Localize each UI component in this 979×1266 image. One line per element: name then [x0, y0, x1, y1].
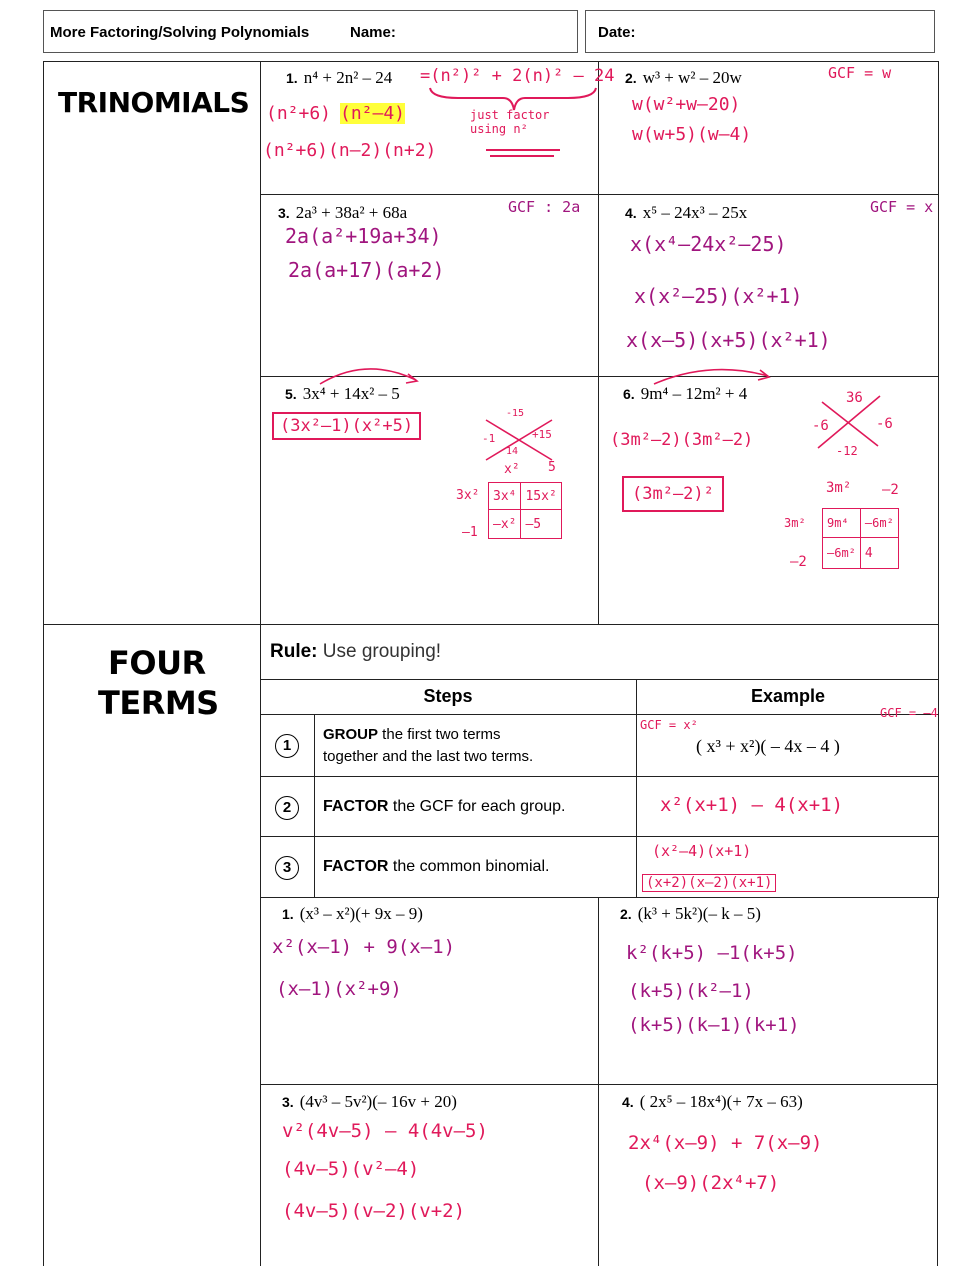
p3-work-1: 2a(a²+19a+34): [285, 224, 442, 248]
step-3-number: 3: [275, 856, 299, 880]
q3-work-2: (4v–5)(v²–4): [282, 1158, 420, 1180]
steps-header: Steps: [423, 686, 473, 706]
p3-gcf: GCF : 2a: [508, 198, 581, 216]
q3-work-3: (4v–5)(v–2)(v+2): [282, 1200, 466, 1222]
title-box: [43, 10, 578, 53]
p2-work-1: w(w²+w–20): [632, 94, 741, 115]
grouping-problem-2: 2. (k³ + 5k²)(– k – 5): [620, 904, 761, 923]
trinomial-problem-1: 1. n⁴ + 2n² – 24: [286, 68, 393, 87]
trinomial-problem-5: 5. 3x⁴ + 14x² – 5: [285, 384, 400, 403]
p2-gcf: GCF = w: [828, 64, 892, 82]
p6-arrow: [650, 364, 780, 388]
p1-work-factor-a: (n²+6): [266, 103, 332, 124]
four-terms-label-1: FOUR: [108, 644, 206, 682]
p5-arrow: [316, 362, 426, 388]
q2-work-2: (k+5)(k²–1): [628, 980, 754, 1002]
p4-work-1: x(x⁴–24x²–25): [630, 232, 787, 256]
step-1-text: GROUP the first two terms together and the last two terms.: [323, 726, 534, 765]
q4-work-2: (x–9)(2x⁴+7): [642, 1172, 780, 1194]
p1-work-final: (n²+6)(n–2)(n+2): [263, 140, 437, 161]
p4-gcf: GCF = x: [870, 198, 934, 216]
p4-work-2: x(x²–25)(x²+1): [634, 284, 803, 308]
p1-brace: [428, 84, 598, 114]
p2-work-2: w(w+5)(w–4): [632, 124, 752, 145]
trinomials-label: TRINOMIALS: [58, 86, 250, 119]
step-1-number: 1: [275, 734, 299, 758]
trinomial-problem-6: 6. 9m⁴ – 12m² + 4: [623, 384, 748, 403]
step-2-number: 2: [275, 796, 299, 820]
example-step-3a: (x²–4)(x+1): [652, 842, 752, 860]
step-3-text: FACTOR the common binomial.: [323, 858, 550, 875]
worksheet-title: More Factoring/Solving Polynomials: [50, 24, 310, 41]
q1-work-2: (x–1)(x²+9): [276, 978, 402, 1000]
p1-underline: [484, 146, 564, 160]
date-box: [585, 10, 935, 53]
q1-work-1: x²(x–1) + 9(x–1): [272, 936, 456, 958]
q3-work-1: v²(4v–5) – 4(4v–5): [282, 1120, 488, 1142]
p6-answer-box: (3m²–2)²: [622, 476, 724, 512]
example-header: Example: [750, 686, 826, 706]
trinomial-problem-4: 4. x⁵ – 24x³ – 25x: [625, 203, 748, 222]
trinomial-problem-3: 3. 2a³ + 38a² + 68a: [278, 203, 408, 222]
p1-work-substitution: =(n²)² + 2(n)² – 24: [420, 66, 615, 86]
rule: Rule: Use grouping!: [270, 641, 442, 662]
p1-work-factor-b: (n²–4): [340, 103, 406, 124]
four-terms-label-2: TERMS: [98, 684, 219, 722]
name-label: Name:: [350, 24, 396, 41]
p5-answer-box: (3x²–1)(x²+5): [272, 412, 421, 440]
grouping-problem-1: 1. (x³ – x²)(+ 9x – 9): [282, 904, 423, 923]
example-step-3b: (x+2)(x–2)(x+1): [642, 874, 776, 892]
p5-area-box: 3x⁴ 15x² –x² –5: [488, 482, 562, 539]
example-expression: ( x³ + x²)( – 4x – 4 ): [696, 736, 840, 756]
p4-work-3: x(x–5)(x+5)(x²+1): [626, 328, 831, 352]
step-2-text: FACTOR the GCF for each group.: [323, 798, 566, 815]
p1-note: just factor using n²: [470, 108, 550, 136]
grouping-problem-4: 4. ( 2x⁵ – 18x⁴)(+ 7x – 63): [622, 1092, 803, 1111]
example-gcf-right: GCF = –4: [880, 706, 938, 720]
p3-work-2: 2a(a+17)(a+2): [288, 258, 445, 282]
q4-work-1: 2x⁴(x–9) + 7(x–9): [628, 1132, 823, 1154]
q2-work-1: k²(k+5) –1(k+5): [626, 942, 798, 964]
example-gcf-left: GCF = x²: [640, 718, 698, 732]
trinomial-problem-2: 2. w³ + w² – 20w: [625, 68, 742, 87]
p6-area-box: 9m⁴ –6m² –6m² 4: [822, 508, 899, 569]
date-label: Date:: [598, 24, 636, 41]
example-step-2: x²(x+1) – 4(x+1): [660, 794, 844, 816]
grouping-problem-3: 3. (4v³ – 5v²)(– 16v + 20): [282, 1092, 457, 1111]
p6-work: (3m²–2)(3m²–2): [610, 430, 754, 450]
q2-work-3: (k+5)(k–1)(k+1): [628, 1014, 800, 1036]
